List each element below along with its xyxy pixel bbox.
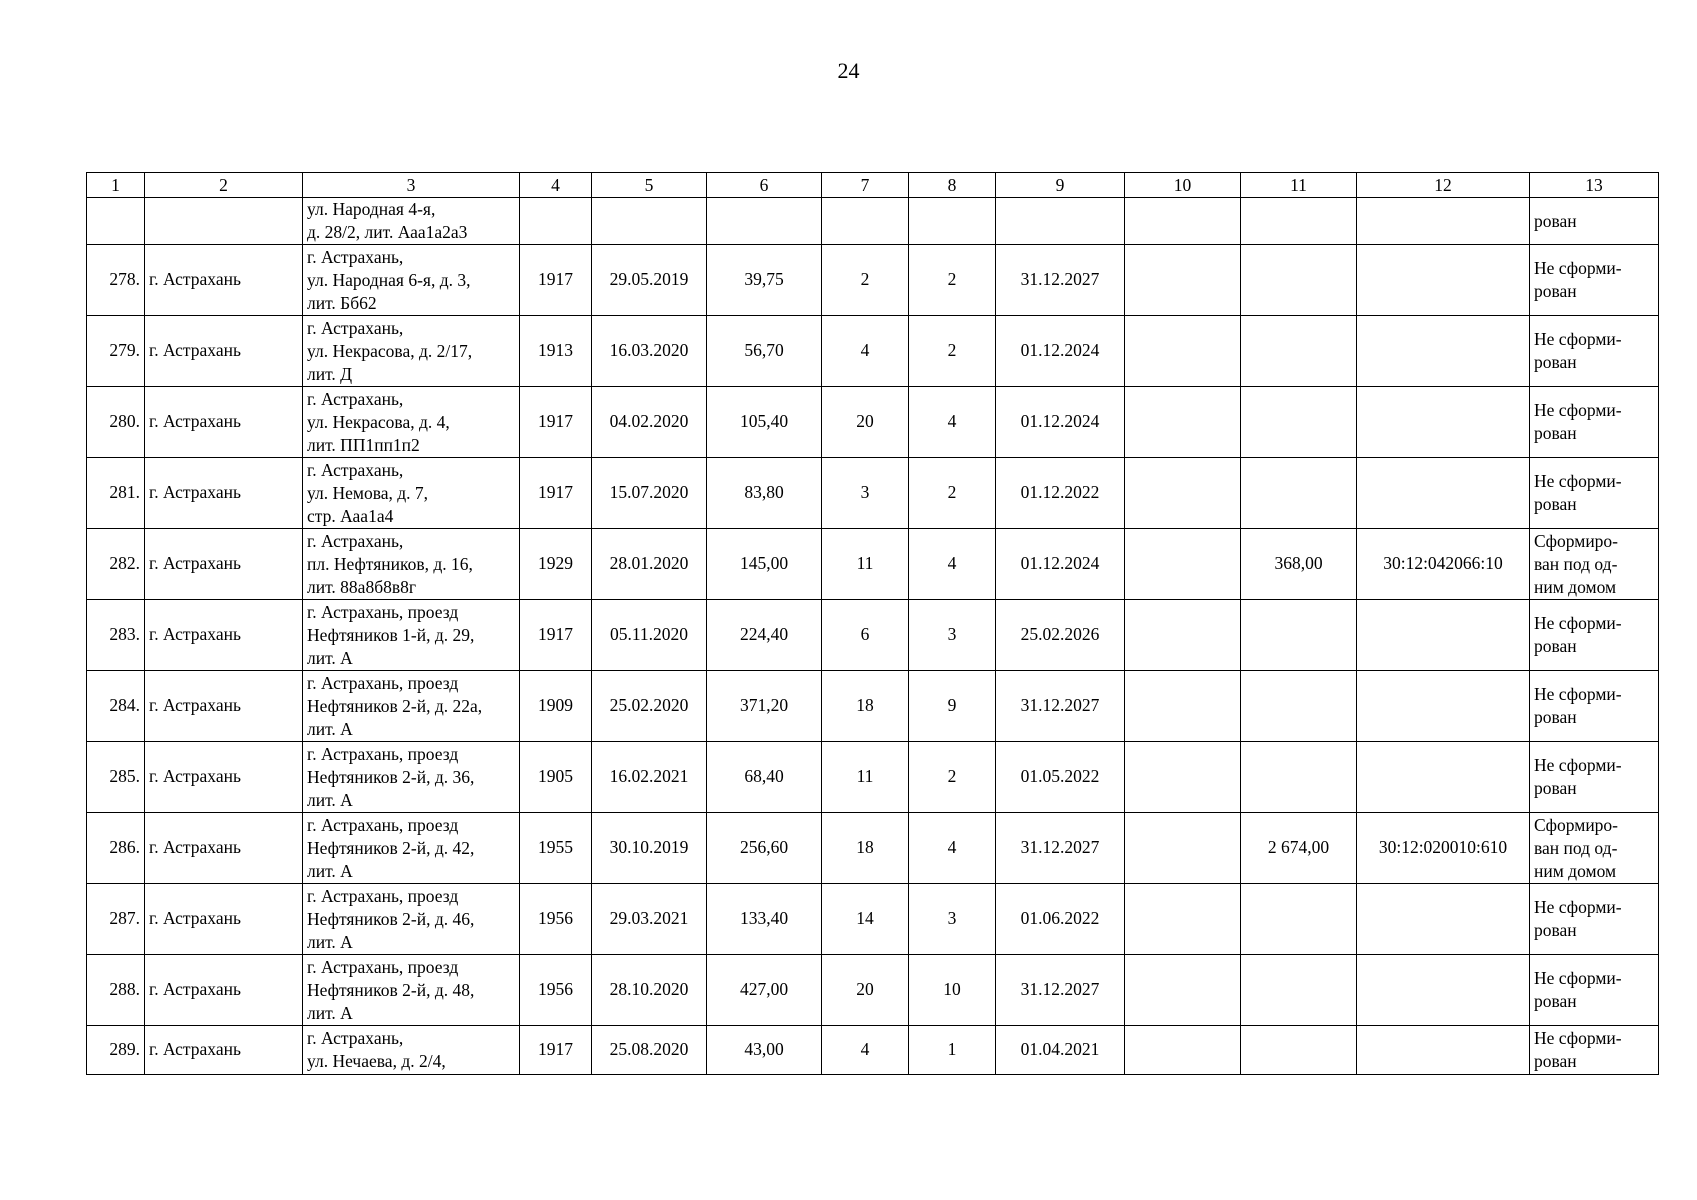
- column-number-row: [87, 173, 1659, 198]
- row-number-cell: 278.: [87, 245, 145, 316]
- row-number-cell: 288.: [87, 955, 145, 1026]
- col10-cell: [1125, 245, 1241, 316]
- address-line: Нефтяников 2-й, д. 22а,: [307, 695, 483, 716]
- area-cell: 427,00: [707, 955, 822, 1026]
- status-line: рован: [1534, 423, 1577, 443]
- date-cell: 25.08.2020: [592, 1026, 707, 1075]
- status-line: рован: [1534, 636, 1577, 656]
- address-line: лит. 88а8б8в8г: [307, 576, 417, 597]
- area-cell: 56,70: [707, 316, 822, 387]
- date-cell: 29.05.2019: [592, 245, 707, 316]
- col7-cell: 18: [822, 813, 909, 884]
- col10-cell: [1125, 458, 1241, 529]
- col8-cell: 10: [909, 955, 996, 1026]
- col7-cell: 4: [822, 316, 909, 387]
- address-cell: [303, 198, 520, 245]
- col10-cell: [1125, 671, 1241, 742]
- column-number: 3: [303, 173, 520, 198]
- year-cell: 1905: [520, 742, 592, 813]
- address-line: д. 28/2, лит. Ааа1а2а3: [307, 222, 468, 242]
- date-cell: 15.07.2020: [592, 458, 707, 529]
- col7-cell: 11: [822, 742, 909, 813]
- cadastral-number-cell: 30:12:042066:10: [1357, 529, 1530, 600]
- col10-cell: [1125, 742, 1241, 813]
- land-area-cell: 2 674,00: [1241, 813, 1357, 884]
- land-area-cell: [1241, 742, 1357, 813]
- status-cell: [1530, 884, 1659, 955]
- col7-cell: 20: [822, 955, 909, 1026]
- area-cell: 68,40: [707, 742, 822, 813]
- status-line: Не сформи-: [1534, 1028, 1622, 1048]
- status-line: рован: [1534, 210, 1577, 231]
- table-row: [87, 955, 1659, 1026]
- page-number: 24: [837, 58, 860, 83]
- deadline-cell: 01.12.2024: [996, 529, 1125, 600]
- address-line: ул. Некрасова, д. 2/17,: [307, 340, 473, 361]
- address-line: г. Астрахань,: [307, 1028, 404, 1048]
- col10-cell: [1125, 316, 1241, 387]
- row-number-cell: 283.: [87, 600, 145, 671]
- date-cell: 28.10.2020: [592, 955, 707, 1026]
- address-line: лит. Бб62: [307, 292, 377, 313]
- area-cell: 83,80: [707, 458, 822, 529]
- col8-cell: 4: [909, 387, 996, 458]
- status-line: Не сформи-: [1534, 755, 1622, 775]
- date-cell: 16.02.2021: [592, 742, 707, 813]
- cadastral-number-cell: [1357, 671, 1530, 742]
- date-cell: 05.11.2020: [592, 600, 707, 671]
- address-cell: [303, 813, 520, 884]
- address-cell: [303, 387, 520, 458]
- address-line: лит. А: [307, 931, 353, 952]
- address-line: лит. А: [307, 860, 353, 881]
- col10-cell: [1125, 813, 1241, 884]
- address-line: г. Астрахань, проезд: [307, 885, 459, 906]
- city-cell: г. Астрахань: [145, 955, 303, 1026]
- city-cell: г. Астрахань: [145, 1026, 303, 1075]
- land-area-cell: [1241, 245, 1357, 316]
- area-cell: 43,00: [707, 1026, 822, 1075]
- land-area-cell: [1241, 316, 1357, 387]
- address-cell: [303, 1026, 520, 1075]
- address-line: лит. А: [307, 718, 353, 739]
- address-cell: [303, 955, 520, 1026]
- address-cell: [303, 884, 520, 955]
- city-cell: г. Астрахань: [145, 600, 303, 671]
- address-line: г. Астрахань,: [307, 246, 404, 267]
- address-line: г. Астрахань,: [307, 459, 404, 480]
- address-cell: [303, 245, 520, 316]
- city-cell: г. Астрахань: [145, 742, 303, 813]
- table-row: [87, 742, 1659, 813]
- address-line: ул. Некрасова, д. 4,: [307, 411, 450, 432]
- address-line: г. Астрахань,: [307, 530, 404, 551]
- cadastral-number-cell: [1357, 884, 1530, 955]
- address-line: Нефтяников 1-й, д. 29,: [307, 624, 475, 645]
- column-number: 10: [1125, 173, 1241, 198]
- deadline-cell: 31.12.2027: [996, 671, 1125, 742]
- status-line: Сформиро-: [1534, 530, 1619, 551]
- date-cell: 16.03.2020: [592, 316, 707, 387]
- land-area-cell: [1241, 387, 1357, 458]
- date-cell: 30.10.2019: [592, 813, 707, 884]
- area-cell: 224,40: [707, 600, 822, 671]
- area-cell: 145,00: [707, 529, 822, 600]
- address-line: ул. Нечаева, д. 2/4,: [307, 1051, 446, 1071]
- year-cell: 1913: [520, 316, 592, 387]
- cadastral-number-cell: [1357, 600, 1530, 671]
- col7-cell: 14: [822, 884, 909, 955]
- year-cell: 1929: [520, 529, 592, 600]
- col8-cell: 2: [909, 458, 996, 529]
- year-cell: 1917: [520, 458, 592, 529]
- date-cell: 04.02.2020: [592, 387, 707, 458]
- address-line: стр. Ааа1а4: [307, 505, 394, 526]
- column-number: 4: [520, 173, 592, 198]
- year-cell: 1917: [520, 600, 592, 671]
- column-number: 1: [87, 173, 145, 198]
- status-line: ван под од-: [1534, 837, 1618, 858]
- date-cell: 25.02.2020: [592, 671, 707, 742]
- col7-cell: 4: [822, 1026, 909, 1075]
- address-line: Нефтяников 2-й, д. 42,: [307, 837, 475, 858]
- status-cell: [1530, 529, 1659, 600]
- row-number-cell: 286.: [87, 813, 145, 884]
- row-number-cell: 281.: [87, 458, 145, 529]
- col10-cell: [1125, 387, 1241, 458]
- address-line: лит. А: [307, 1002, 353, 1023]
- status-line: Сформиро-: [1534, 814, 1619, 835]
- land-area-cell: [1241, 671, 1357, 742]
- status-line: Не сформи-: [1534, 329, 1622, 349]
- status-cell: [1530, 671, 1659, 742]
- deadline-cell: 31.12.2027: [996, 245, 1125, 316]
- address-cell: [303, 742, 520, 813]
- cadastral-number-cell: [1357, 387, 1530, 458]
- column-number: 11: [1241, 173, 1357, 198]
- column-number: 7: [822, 173, 909, 198]
- col10-cell: [1125, 1026, 1241, 1075]
- row-number-cell: 282.: [87, 529, 145, 600]
- address-line: г. Астрахань, проезд: [307, 672, 459, 693]
- table-row: [87, 529, 1659, 600]
- col8-cell: 3: [909, 600, 996, 671]
- status-line: рован: [1534, 920, 1577, 940]
- cadastral-number-cell: [1357, 742, 1530, 813]
- deadline-cell: 01.06.2022: [996, 884, 1125, 955]
- cadastral-number-cell: 30:12:020010:610: [1357, 813, 1530, 884]
- col8-cell: 2: [909, 316, 996, 387]
- status-cell: [1530, 1026, 1659, 1075]
- col7-cell: 6: [822, 600, 909, 671]
- status-line: рован: [1534, 1051, 1577, 1071]
- deadline-cell: 01.05.2022: [996, 742, 1125, 813]
- status-cell: [1530, 316, 1659, 387]
- status-line: рован: [1534, 707, 1577, 727]
- land-area-cell: [1241, 458, 1357, 529]
- address-line: г. Астрахань, проезд: [307, 814, 459, 835]
- status-cell: [1530, 198, 1659, 245]
- date-cell: 28.01.2020: [592, 529, 707, 600]
- row-number-cell: 289.: [87, 1026, 145, 1075]
- status-line: Не сформи-: [1534, 400, 1622, 420]
- year-cell: 1917: [520, 245, 592, 316]
- status-cell: [1530, 600, 1659, 671]
- status-line: Не сформи-: [1534, 613, 1622, 633]
- deadline-cell: 01.12.2024: [996, 316, 1125, 387]
- address-cell: [303, 671, 520, 742]
- status-cell: [1530, 458, 1659, 529]
- cadastral-number-cell: [1357, 1026, 1530, 1075]
- col7-cell: 2: [822, 245, 909, 316]
- col7-cell: 11: [822, 529, 909, 600]
- col8-cell: 4: [909, 529, 996, 600]
- table-row: [87, 671, 1659, 742]
- status-line: рован: [1534, 991, 1577, 1011]
- status-cell: [1530, 955, 1659, 1026]
- status-line: ним домом: [1534, 860, 1617, 881]
- address-line: г. Астрахань,: [307, 388, 404, 409]
- year-cell: 1956: [520, 884, 592, 955]
- continuation-row: [87, 198, 1659, 245]
- land-area-cell: [1241, 1026, 1357, 1075]
- year-cell: 1917: [520, 1026, 592, 1075]
- status-line: Не сформи-: [1534, 968, 1622, 988]
- deadline-cell: 31.12.2027: [996, 813, 1125, 884]
- city-cell: г. Астрахань: [145, 387, 303, 458]
- col8-cell: 4: [909, 813, 996, 884]
- area-cell: 39,75: [707, 245, 822, 316]
- address-line: лит. А: [307, 789, 353, 810]
- deadline-cell: 25.02.2026: [996, 600, 1125, 671]
- year-cell: 1917: [520, 387, 592, 458]
- year-cell: 1909: [520, 671, 592, 742]
- address-line: лит. А: [307, 647, 353, 668]
- table-row: [87, 316, 1659, 387]
- column-number: 12: [1357, 173, 1530, 198]
- col8-cell: 3: [909, 884, 996, 955]
- address-line: Нефтяников 2-й, д. 36,: [307, 766, 475, 787]
- column-number: 5: [592, 173, 707, 198]
- status-line: ним домом: [1534, 576, 1617, 597]
- address-cell: [303, 529, 520, 600]
- address-line: лит. Д: [307, 363, 353, 384]
- address-line: г. Астрахань, проезд: [307, 601, 459, 622]
- address-line: Нефтяников 2-й, д. 46,: [307, 908, 475, 929]
- address-line: ул. Немова, д. 7,: [307, 482, 429, 503]
- table-row: [87, 813, 1659, 884]
- deadline-cell: 01.12.2022: [996, 458, 1125, 529]
- address-line: лит. ПП1пп1п2: [307, 434, 420, 455]
- cadastral-number-cell: [1357, 458, 1530, 529]
- status-line: Не сформи-: [1534, 258, 1622, 278]
- status-line: ван под од-: [1534, 553, 1618, 574]
- table-row: [87, 600, 1659, 671]
- area-cell: 371,20: [707, 671, 822, 742]
- status-line: Не сформи-: [1534, 471, 1622, 491]
- address-line: пл. Нефтяников, д. 16,: [307, 553, 473, 574]
- col10-cell: [1125, 600, 1241, 671]
- status-line: рован: [1534, 352, 1577, 372]
- table-row: [87, 458, 1659, 529]
- city-cell: г. Астрахань: [145, 458, 303, 529]
- city-cell: г. Астрахань: [145, 884, 303, 955]
- city-cell: г. Астрахань: [145, 245, 303, 316]
- table-row: [87, 884, 1659, 955]
- city-cell: г. Астрахань: [145, 529, 303, 600]
- year-cell: 1956: [520, 955, 592, 1026]
- col7-cell: 3: [822, 458, 909, 529]
- address-line: г. Астрахань,: [307, 317, 404, 338]
- cadastral-number-cell: [1357, 955, 1530, 1026]
- col8-cell: 2: [909, 742, 996, 813]
- status-line: рован: [1534, 778, 1577, 798]
- deadline-cell: 01.04.2021: [996, 1026, 1125, 1075]
- area-cell: 133,40: [707, 884, 822, 955]
- col10-cell: [1125, 884, 1241, 955]
- status-cell: [1530, 813, 1659, 884]
- year-cell: 1955: [520, 813, 592, 884]
- table-row: [87, 387, 1659, 458]
- date-cell: 29.03.2021: [592, 884, 707, 955]
- col10-cell: [1125, 955, 1241, 1026]
- column-number: 2: [145, 173, 303, 198]
- cadastral-number-cell: [1357, 316, 1530, 387]
- address-cell: [303, 316, 520, 387]
- housing-registry-table: [86, 172, 1659, 1075]
- city-cell: г. Астрахань: [145, 813, 303, 884]
- address-line: г. Астрахань, проезд: [307, 743, 459, 764]
- area-cell: 105,40: [707, 387, 822, 458]
- address-line: г. Астрахань, проезд: [307, 956, 459, 977]
- cadastral-number-cell: [1357, 245, 1530, 316]
- col7-cell: 20: [822, 387, 909, 458]
- city-cell: г. Астрахань: [145, 316, 303, 387]
- status-line: Не сформи-: [1534, 897, 1622, 917]
- status-line: Не сформи-: [1534, 684, 1622, 704]
- land-area-cell: [1241, 600, 1357, 671]
- status-cell: [1530, 742, 1659, 813]
- address-line: ул. Народная 6-я, д. 3,: [307, 269, 471, 290]
- land-area-cell: 368,00: [1241, 529, 1357, 600]
- col7-cell: 18: [822, 671, 909, 742]
- area-cell: 256,60: [707, 813, 822, 884]
- column-number: 13: [1530, 173, 1659, 198]
- address-cell: [303, 600, 520, 671]
- address-line: ул. Народная 4-я,: [307, 199, 436, 219]
- table-body: [87, 173, 1659, 1075]
- column-number: 9: [996, 173, 1125, 198]
- status-cell: [1530, 387, 1659, 458]
- col8-cell: 2: [909, 245, 996, 316]
- column-number: 8: [909, 173, 996, 198]
- col8-cell: 1: [909, 1026, 996, 1075]
- status-line: рован: [1534, 494, 1577, 514]
- row-number-cell: 284.: [87, 671, 145, 742]
- city-cell: г. Астрахань: [145, 671, 303, 742]
- row-number-cell: 279.: [87, 316, 145, 387]
- row-number-cell: 285.: [87, 742, 145, 813]
- row-number-cell: 287.: [87, 884, 145, 955]
- land-area-cell: [1241, 955, 1357, 1026]
- col8-cell: 9: [909, 671, 996, 742]
- table-row: [87, 245, 1659, 316]
- column-number: 6: [707, 173, 822, 198]
- status-line: рован: [1534, 281, 1577, 301]
- land-area-cell: [1241, 884, 1357, 955]
- status-cell: [1530, 245, 1659, 316]
- deadline-cell: 01.12.2024: [996, 387, 1125, 458]
- row-number-cell: 280.: [87, 387, 145, 458]
- col10-cell: [1125, 529, 1241, 600]
- address-cell: [303, 458, 520, 529]
- deadline-cell: 31.12.2027: [996, 955, 1125, 1026]
- table-row: [87, 1026, 1659, 1075]
- address-line: Нефтяников 2-й, д. 48,: [307, 979, 475, 1000]
